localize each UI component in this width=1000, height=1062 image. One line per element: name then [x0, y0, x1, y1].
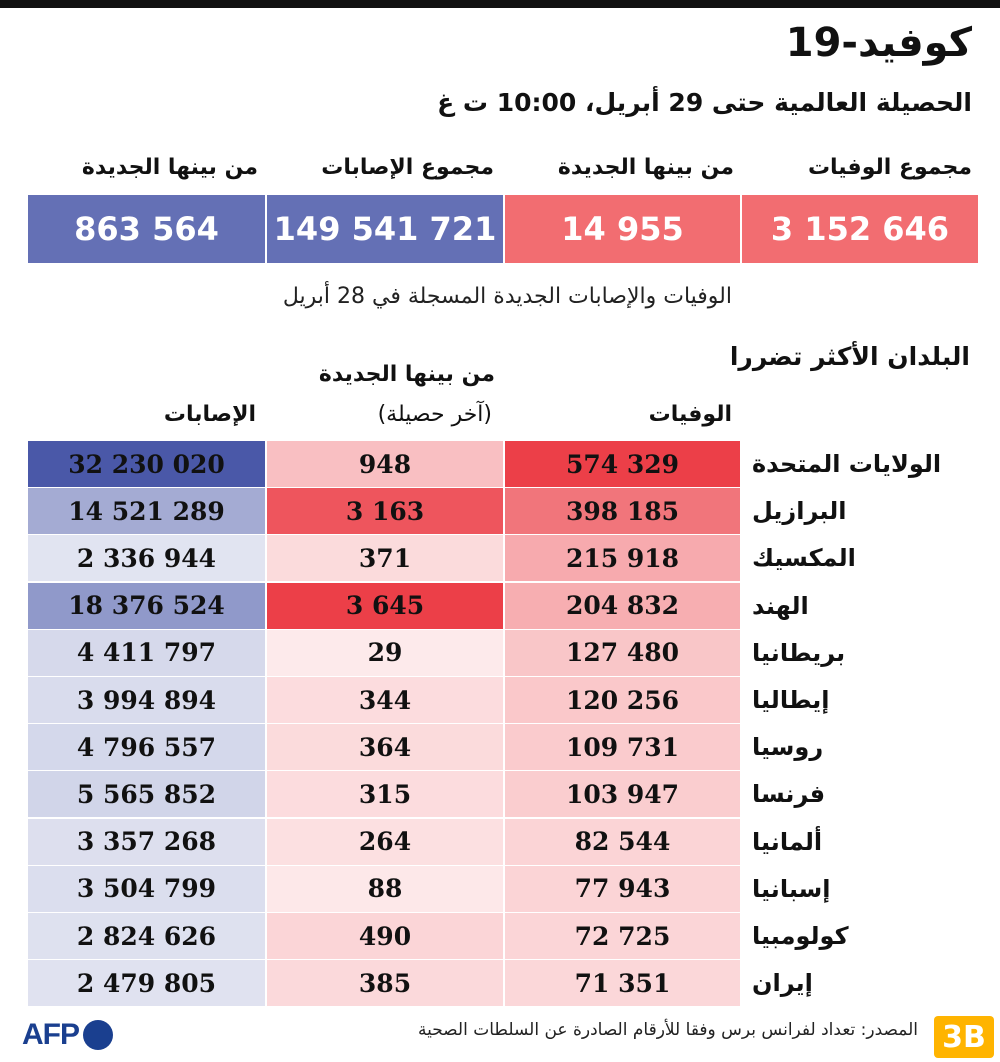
source-note: المصدر: تعداد لفرانس برس وفقا للأرقام الصادرة عن السلطات الصحية	[417, 1020, 918, 1040]
cell-new-deaths: 364	[267, 724, 503, 770]
watermark-logo: 3B	[934, 1016, 994, 1058]
cell-cases: 3 994 894	[28, 677, 265, 723]
daily-note: الوفيات والإصابات الجديدة المسجلة في 28 أبريل	[282, 284, 732, 309]
summary-label-new-cases: من بينها الجديدة	[81, 155, 258, 180]
cell-new-deaths: 385	[267, 960, 503, 1006]
cell-cases: 2 824 626	[28, 913, 265, 959]
page-subtitle: الحصيلة العالمية حتى 29 أبريل، 10:00 ت غ	[437, 88, 972, 117]
cell-new-deaths: 29	[267, 630, 503, 676]
page-title: كوفيد-19	[785, 20, 972, 66]
country-name: البرازيل	[752, 497, 847, 526]
cell-deaths: 574 329	[505, 441, 740, 487]
country-name: المكسيك	[752, 544, 856, 573]
cell-cases: 32 230 020	[28, 441, 265, 487]
cell-deaths: 82 544	[505, 819, 740, 865]
cell-cases: 18 376 524	[28, 583, 265, 629]
afp-logo	[22, 1014, 113, 1056]
col-header-cases: الإصابات	[163, 402, 256, 427]
cell-cases: 4 796 557	[28, 724, 265, 770]
cell-new-deaths: 3 163	[267, 488, 503, 534]
cell-new-deaths: 3 645	[267, 583, 503, 629]
cell-new-deaths: 371	[267, 535, 503, 581]
country-name: روسيا	[752, 733, 824, 762]
summary-label-total-cases: مجموع الإصابات	[321, 155, 494, 180]
country-name: بريطانيا	[752, 638, 846, 667]
country-name: إيطاليا	[752, 686, 830, 714]
summary-total-cases: 149 541 721	[267, 195, 503, 263]
country-name: إسبانيا	[752, 874, 831, 903]
cell-cases: 14 521 289	[28, 488, 265, 534]
cell-deaths: 215 918	[505, 535, 740, 581]
col-header-new: من بينها الجديدة	[318, 362, 495, 387]
cell-cases: 4 411 797	[28, 630, 265, 676]
cell-deaths: 204 832	[505, 583, 740, 629]
cell-new-deaths: 264	[267, 819, 503, 865]
cell-deaths: 398 185	[505, 488, 740, 534]
afp-logo-dot-icon	[83, 1020, 113, 1050]
cell-deaths: 77 943	[505, 866, 740, 912]
cell-deaths: 103 947	[505, 771, 740, 817]
summary-new-cases: 863 564	[28, 195, 265, 263]
col-header-deaths: الوفيات	[648, 402, 732, 427]
country-name: ألمانيا	[752, 827, 823, 856]
summary-total-deaths: 3 152 646	[742, 195, 978, 263]
cell-deaths: 71 351	[505, 960, 740, 1006]
summary-label-new-deaths: من بينها الجديدة	[557, 155, 734, 180]
cell-deaths: 127 480	[505, 630, 740, 676]
afp-logo-text: AFP	[22, 1018, 79, 1051]
cell-new-deaths: 88	[267, 866, 503, 912]
col-header-new-sub: (آخر حصيلة)	[377, 402, 492, 427]
cell-cases: 3 504 799	[28, 866, 265, 912]
summary-new-deaths: 14 955	[505, 195, 740, 263]
cell-new-deaths: 344	[267, 677, 503, 723]
cell-deaths: 120 256	[505, 677, 740, 723]
section-title: البلدان الأكثر تضررا	[729, 342, 970, 371]
country-name: الهند	[752, 591, 809, 620]
cell-cases: 2 479 805	[28, 960, 265, 1006]
country-name: إيران	[752, 969, 813, 998]
country-name: فرنسا	[752, 780, 826, 809]
cell-cases: 2 336 944	[28, 535, 265, 581]
top-rule	[0, 0, 1000, 8]
cell-cases: 3 357 268	[28, 819, 265, 865]
cell-deaths: 109 731	[505, 724, 740, 770]
country-name: كولومبيا	[752, 922, 849, 950]
country-name: الولايات المتحدة	[752, 450, 942, 478]
cell-cases: 5 565 852	[28, 771, 265, 817]
cell-new-deaths: 315	[267, 771, 503, 817]
cell-new-deaths: 490	[267, 913, 503, 959]
summary-label-total-deaths: مجموع الوفيات	[807, 155, 972, 180]
cell-deaths: 72 725	[505, 913, 740, 959]
cell-new-deaths: 948	[267, 441, 503, 487]
